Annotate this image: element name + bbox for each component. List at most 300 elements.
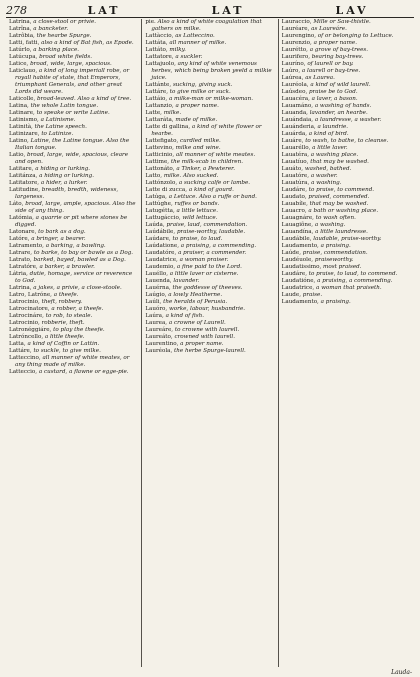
dictionary-entry: [282, 103, 411, 110]
entry-definition: all manner of milke.: [169, 40, 227, 46]
entry-headword: Latómia,: [9, 215, 34, 221]
dictionary-entry: [282, 131, 411, 138]
entry-headword: Lattúghe,: [145, 201, 173, 207]
dictionary-entry: [145, 271, 274, 278]
entry-definition: a theefe.: [53, 292, 79, 298]
dictionary-entry: [282, 19, 411, 26]
dictionary-entry: [145, 341, 274, 348]
dictionary-entry: [9, 103, 138, 110]
entry-headword: Lattevino,: [145, 145, 174, 151]
entry-headword: Latte,: [145, 110, 162, 116]
entry-definition: a sucking calfe or lambe.: [178, 180, 251, 186]
entry-headword: Laudemio,: [145, 264, 176, 270]
dictionary-entry: [145, 40, 274, 47]
entry-definition: a woman praiser.: [179, 257, 229, 263]
dictionary-entry: [9, 320, 138, 327]
dictionary-entry: [145, 54, 274, 61]
entry-definition: a kind of white flower or hearbe.: [151, 124, 262, 137]
entry-definition: a praising.: [320, 243, 351, 249]
entry-definition: that may be washed.: [310, 159, 369, 165]
column-middle: [142, 19, 278, 667]
entry-definition: a Lettuce. Also a ruffe or band.: [168, 194, 257, 200]
dictionary-entry: [9, 215, 138, 229]
entry-headword: Latrato,: [9, 257, 32, 263]
entry-definition: a praising, a commending.: [180, 243, 257, 249]
dictionary-entry: [145, 334, 274, 341]
dictionary-entry: [282, 54, 411, 61]
entry-headword: Laúrea,: [281, 75, 304, 81]
entry-definition: breadth, bredth, wideness, largeness.: [15, 187, 119, 200]
entry-headword: Lattáre,: [9, 348, 32, 354]
entry-definition: crowned with laurell.: [174, 334, 235, 340]
entry-definition: a Latinisme.: [40, 117, 76, 123]
entry-headword: Laudatrice,: [281, 285, 315, 291]
entry-definition: a washing place.: [310, 152, 359, 158]
dictionary-entry: [145, 82, 274, 89]
dictionary-entry: [282, 271, 411, 278]
column-right: [279, 19, 414, 667]
dictionary-entry: [282, 173, 411, 180]
entry-headword: Lauagnáre,: [281, 215, 314, 221]
entry-definition: a washing of hands.: [314, 103, 372, 109]
dictionary-entry: [145, 222, 274, 229]
dictionary-entry: [9, 334, 138, 341]
entry-definition: a kind of fish.: [165, 313, 205, 319]
entry-definition: washed, bathed.: [304, 166, 352, 172]
entry-definition: curdled milke.: [180, 138, 221, 144]
entry-headword: Lauaréllo,: [281, 145, 311, 151]
entry-headword: Laúde,: [281, 250, 301, 256]
entry-headword: Lauréola,: [281, 82, 309, 88]
dictionary-entry: [145, 187, 274, 194]
dictionary-entry: [282, 89, 411, 96]
dictionary-entry: [9, 264, 138, 271]
dictionary-entry: [282, 75, 411, 82]
entry-definition: all manner of white meates.: [175, 152, 256, 158]
entry-headword: Latta,: [9, 341, 26, 347]
entry-definition: a praiser, a commender.: [178, 250, 247, 256]
dictionary-entry: [282, 82, 411, 89]
entry-definition: a hiding or lurking.: [35, 166, 91, 172]
entry-headword: Laudéuole,: [281, 257, 314, 263]
entry-definition: lavander.: [173, 278, 200, 284]
entry-definition: a washer.: [310, 173, 338, 179]
entry-headword: Lauraccio,: [281, 19, 312, 25]
dictionary-entry: [145, 257, 274, 264]
dictionary-entry: [145, 285, 274, 292]
dictionary-entry: [145, 124, 274, 138]
entry-definition: a proper name.: [313, 40, 357, 46]
entry-definition: the milk-scab in children.: [170, 159, 243, 165]
entry-definition: a kind of wild laurell.: [310, 82, 371, 88]
entry-definition: of laurell or bay.: [307, 61, 354, 67]
entry-definition: to wash, to bathe, to cleanse.: [305, 138, 389, 144]
entry-headword: Lauríno,: [281, 61, 306, 67]
dictionary-entry: [9, 348, 138, 355]
entry-headword: Lauabíle,: [281, 201, 308, 207]
dictionary-entry: [282, 264, 411, 271]
entry-headword: Latticinio,: [145, 152, 175, 158]
entry-headword: Lauagiõne,: [281, 222, 314, 228]
entry-headword: Laúdatione,: [145, 243, 179, 249]
entry-definition: sucking, giving suck.: [172, 82, 233, 88]
entry-headword: Lauárda,: [281, 131, 308, 137]
entry-definition: milke.: [163, 110, 182, 116]
dictionary-entry: [9, 285, 138, 292]
dictionary-entry: [145, 180, 274, 187]
entry-definition: bearing bay-trees.: [311, 54, 364, 60]
entry-definition: a laurell or bay-tree.: [301, 68, 361, 74]
dictionary-entry: [145, 159, 274, 166]
entry-definition: a Tinker, a Pewterer.: [176, 166, 236, 172]
entry-headword: Latrare,: [9, 250, 33, 256]
entry-definition: praise, laud, commendation.: [166, 222, 248, 228]
entry-definition: robberie, theft.: [41, 320, 85, 326]
entry-headword: Lauréare,: [281, 26, 310, 32]
entry-headword: Latitudine,: [9, 187, 40, 193]
dictionary-entry: [282, 215, 411, 222]
entry-headword: Láto,: [9, 201, 24, 207]
entry-definition: a barking, a bawling.: [45, 243, 106, 249]
dictionary-entry: [145, 110, 274, 117]
entry-headword: Laúgio,: [145, 292, 167, 298]
entry-headword: Lattáre,: [145, 89, 168, 95]
dictionary-entry: [282, 285, 411, 292]
entry-definition: praised, commended.: [308, 194, 370, 200]
entry-headword: Latróncello,: [9, 334, 44, 340]
entry-headword: Laudábile,: [281, 236, 312, 242]
entry-definition: a barker, a brawler.: [39, 264, 95, 270]
dictionary-entry: [282, 110, 411, 117]
entry-definition: a praising, a commending.: [317, 278, 393, 284]
dictionary-entry: [145, 236, 274, 243]
entry-definition: a washing.: [314, 222, 346, 228]
entry-headword: Lattugáccio,: [145, 215, 181, 221]
dictionary-entry: [9, 229, 138, 236]
entry-headword: Laúdábile,: [145, 229, 176, 235]
dictionary-entry: [282, 47, 411, 54]
entry-definition: a custard, a flawne or egge-pie.: [38, 369, 129, 375]
running-head-right: LAV: [335, 4, 369, 17]
dictionary-entry: [145, 299, 274, 306]
entry-headword: Laurifero,: [281, 54, 310, 60]
dictionary-entry: [145, 208, 274, 215]
entry-headword: Lattàccio,: [145, 33, 174, 39]
dictionary-entry: [9, 236, 138, 243]
entry-headword: Lattonáto,: [145, 166, 175, 172]
entry-headword: Lauenda,: [145, 278, 172, 284]
entry-headword: Lauanda,: [281, 110, 308, 116]
dictionary-entry: [9, 201, 138, 215]
dictionary-entry: [9, 369, 138, 376]
entry-definition: to praise, to commend.: [308, 187, 375, 193]
dictionary-entry: [145, 243, 274, 250]
dictionary-entry: [9, 19, 138, 26]
entry-headword: Latinismo,: [9, 117, 39, 123]
entry-definition: any kind of white venemous herbes, which being broken yeeld a milkie juice.: [151, 61, 272, 81]
entry-definition: a bringer, a bearer.: [31, 236, 86, 242]
dictionary-entry: [145, 194, 274, 201]
entry-headword: Latto,: [145, 173, 163, 179]
dictionary-entry: [9, 250, 138, 257]
entry-definition: praiseworthy.: [314, 257, 354, 263]
entry-definition: a jakes, a privie, a close-stoole.: [33, 285, 122, 291]
entry-headword: Latratóre,: [9, 264, 38, 270]
entry-definition: the hearbe Spurge.: [36, 33, 92, 39]
entry-headword: Laúsdeo,: [281, 89, 308, 95]
entry-headword: Laureáto,: [145, 334, 173, 340]
entry-definition: to suckle, to give milke.: [33, 348, 101, 354]
entry-headword: Laudamento,: [281, 299, 319, 305]
entry-headword: Latitare,: [9, 166, 34, 172]
dictionary-entry: [145, 264, 274, 271]
entry-headword: Laúdare,: [145, 236, 171, 242]
dictionary-entry: [145, 152, 274, 159]
entry-headword: Lattatore,: [145, 54, 174, 60]
entry-headword: Laúra,: [145, 313, 164, 319]
entry-headword: Latino,: [9, 138, 29, 144]
entry-headword: Laurentino,: [145, 341, 179, 347]
entry-headword: Latugétta,: [145, 208, 175, 214]
entry-definition: to speake or write Latine.: [36, 110, 110, 116]
entry-definition: to Latinize.: [41, 131, 74, 137]
entry-headword: Latrocináre,: [9, 313, 44, 319]
dictionary-entry: [9, 131, 138, 138]
entry-headword: Laudamento,: [281, 243, 319, 249]
entry-definition: a hiding or lurking.: [39, 173, 94, 179]
dictionary-entry: [9, 40, 138, 47]
dictionary-entry: [282, 96, 411, 103]
dictionary-entry: [282, 61, 411, 68]
dictionary-entry: [9, 306, 138, 313]
dictionary-entry: [9, 96, 138, 103]
dictionary-entry: [145, 96, 274, 103]
entry-headword: Latúrlo,: [9, 47, 32, 53]
dictionary-entry: [145, 348, 274, 355]
dictionary-entry: [9, 68, 138, 96]
entry-definition: ruffes or bands.: [174, 201, 220, 207]
entry-headword: Laticlauo,: [9, 68, 38, 74]
entry-definition: to play the theefe.: [53, 327, 105, 333]
entry-definition: most praised.: [323, 264, 362, 270]
entry-definition: a praising.: [320, 299, 351, 305]
entry-headword: Latrôbia,: [9, 33, 35, 39]
dictionary-entry: [9, 299, 138, 306]
entry-headword: Latteccino,: [9, 355, 41, 361]
dictionary-entry: [145, 117, 274, 124]
entry-definition: dutie, homage, service or reverence to God.: [15, 271, 133, 284]
entry-headword: Laurenzio,: [281, 40, 312, 46]
entry-definition: broad, wide, large, spacious.: [30, 61, 112, 67]
dictionary-entry: [9, 187, 138, 201]
dictionary-entry: [282, 208, 411, 215]
dictionary-entry: [282, 180, 411, 187]
dictionary-entry: [282, 145, 411, 152]
entry-headword: Laudatrice,: [145, 257, 178, 263]
dictionary-entry: [145, 89, 274, 96]
dictionary-entry: [9, 313, 138, 320]
dictionary-entry: [145, 215, 274, 222]
entry-headword: pie.: [145, 19, 156, 25]
dictionary-entry: [145, 229, 274, 236]
entry-definition: the whole Latin tongue.: [30, 103, 99, 109]
entry-definition: a bath or washing place.: [308, 208, 379, 214]
entry-headword: Latrîna,: [9, 26, 32, 32]
dictionary-entry: [145, 138, 274, 145]
entry-definition: the heralds of Perusia.: [163, 299, 228, 305]
entry-headword: Lauatóre,: [281, 173, 310, 179]
entry-definition: a fine paid to the Lord.: [176, 264, 242, 270]
entry-headword: Latitatore,: [9, 180, 40, 186]
entry-headword: Latrocinio,: [9, 320, 40, 326]
entry-headword: Laureáre,: [145, 327, 174, 333]
entry-headword: Laticolle,: [9, 96, 36, 102]
entry-headword: Latrocinio,: [9, 299, 40, 305]
entry-headword: Lauréola,: [145, 348, 173, 354]
entry-headword: Latinizare,: [9, 131, 40, 137]
entry-definition: lavander, an hearbe.: [309, 110, 368, 116]
entry-definition: a little lettuce.: [176, 208, 218, 214]
entry-headword: Lattáio,: [145, 96, 168, 102]
entry-definition: a barking place.: [33, 47, 80, 53]
entry-definition: a little theefe.: [44, 334, 85, 340]
entry-headword: Lauánderia,: [281, 124, 316, 130]
entry-headword: Latúcupa,: [9, 54, 38, 60]
entry-definition: as Laurea.: [305, 75, 335, 81]
dictionary-entry: [282, 201, 411, 208]
dictionary-entry: [282, 124, 411, 131]
entry-headword: Laúro,: [281, 68, 301, 74]
entry-definition: a kind of long imperiall robe, or royall habite of state, that Emperors, triumphant Generals, and other great Lords did weare.: [15, 68, 130, 95]
entry-definition: a woman that praiseth.: [315, 285, 382, 291]
entry-headword: Laúli,: [145, 299, 162, 305]
entry-definition: worke, labour, husbandrie.: [168, 306, 246, 312]
entry-definition: a robber, a theefe.: [51, 306, 104, 312]
entry-headword: Laudáre,: [281, 271, 307, 277]
dictionary-entry: [282, 159, 411, 166]
entry-definition: a little laundresse.: [315, 229, 368, 235]
dictionary-entry: [282, 250, 411, 257]
entry-definition: a kind of Coffin or Lattin.: [27, 341, 100, 347]
dictionary-entry: [145, 313, 274, 320]
entry-definition: a little laver or cisterne.: [169, 271, 239, 277]
entry-headword: Latrina,: [9, 285, 32, 291]
entry-headword: Latro, Latróne,: [9, 292, 52, 298]
entry-definition: a little laver.: [312, 145, 348, 151]
entry-headword: Lauacro,: [281, 208, 307, 214]
dictionary-entry: [282, 278, 411, 285]
entry-headword: Laurea,: [145, 320, 168, 326]
entry-definition: a milke-man or milke-woman.: [168, 96, 254, 102]
entry-headword: Lauatíuo,: [281, 159, 309, 165]
entry-definition: barked, bayed, bawled as a Dog.: [33, 257, 126, 263]
entry-headword: Lauamáno,: [281, 103, 314, 109]
entry-definition: a kind of bird.: [308, 131, 349, 137]
dictionary-entry: [145, 250, 274, 257]
entry-definition: the herbe Spurge-laurell.: [174, 348, 246, 354]
entry-definition: milke and wine.: [175, 145, 221, 151]
entry-headword: Lauacéra,: [281, 96, 310, 102]
entry-headword: Laudatióne,: [281, 278, 316, 284]
column-left: [6, 19, 142, 667]
entry-headword: Latúga,: [145, 194, 167, 200]
entry-headword: Lauéllo,: [145, 271, 169, 277]
dictionary-entry: [282, 243, 411, 250]
entry-definition: praise.: [302, 292, 323, 298]
entry-definition: a crowne of Laurell.: [168, 320, 226, 326]
dictionary-entry: [282, 26, 411, 33]
entry-definition: praise, commendation.: [302, 250, 368, 256]
entry-definition: broad, large, ample, spacious. Also the side of any thing.: [15, 201, 136, 214]
dictionary-entry: [145, 201, 274, 208]
dictionary-entry: [145, 327, 274, 334]
dictionary-entry: [145, 278, 274, 285]
entry-definition: to barke, to bay or bawle as a Dog.: [33, 250, 134, 256]
dictionary-entry: [145, 19, 274, 33]
entry-headword: Lauatúra,: [281, 180, 310, 186]
entry-headword: Latrîna,: [9, 19, 32, 25]
entry-definition: a lowly Heatherne.: [168, 292, 223, 298]
entry-columns: [6, 19, 414, 667]
dictionary-entry: [9, 257, 138, 264]
dictionary-entry: [145, 320, 274, 327]
dictionary-entry: [282, 292, 411, 299]
entry-definition: also a kind of Bat fish, as Epode.: [41, 40, 134, 46]
dictionary-entry: [9, 355, 138, 369]
entry-definition: a hider, a lurker.: [40, 180, 88, 186]
entry-definition: to praise, to laud, to commend.: [308, 271, 398, 277]
entry-definition: a proper name.: [175, 103, 219, 109]
entry-headword: Latóre,: [9, 236, 30, 242]
entry-definition: a close-stool or privie.: [33, 19, 97, 25]
entry-headword: Lauatéra,: [281, 152, 309, 158]
entry-headword: Lattaráta,: [145, 117, 174, 123]
entry-definition: a washing.: [311, 180, 342, 186]
entry-definition: as Latteccino.: [175, 33, 215, 39]
dictionary-entry: [9, 152, 138, 166]
entry-headword: Latice,: [9, 61, 29, 67]
dictionary-entry: [282, 166, 411, 173]
entry-definition: to bark as a dog.: [38, 229, 86, 235]
entry-definition: all manner of white meates, or any thing made of milke.: [15, 355, 130, 368]
entry-definition: made of milke.: [175, 117, 218, 123]
entry-definition: a grove of bay-trees.: [309, 47, 369, 53]
entry-definition: the Latine speech.: [34, 124, 87, 130]
dictionary-entry: [282, 222, 411, 229]
dictionary-entry: [9, 341, 138, 348]
entry-headword: Lauérna,: [145, 285, 171, 291]
running-head-center: LAT: [211, 4, 245, 17]
dictionary-entry: [282, 194, 411, 201]
entry-definition: a laver, a bason.: [311, 96, 358, 102]
entry-headword: Lattefigato,: [145, 138, 179, 144]
entry-headword: Lattánte,: [145, 82, 172, 88]
dictionary-entry: [282, 236, 411, 243]
entry-headword: Laurengino,: [281, 33, 317, 39]
dictionary-entry: [145, 173, 274, 180]
entry-headword: Laúda,: [145, 222, 165, 228]
dictionary-entry: [282, 33, 411, 40]
entry-headword: Laudatissimo,: [281, 264, 322, 270]
entry-definition: broad white fields.: [39, 54, 93, 60]
dictionary-entry: [282, 152, 411, 159]
entry-headword: Laudáre,: [281, 187, 307, 193]
entry-definition: theft, robbery.: [41, 299, 83, 305]
entry-definition: broad, large, wide, spacious, cleare and open.: [15, 152, 129, 165]
dictionary-entry: [282, 68, 411, 75]
entry-definition: a proper name.: [180, 341, 224, 347]
entry-headword: Látria,: [9, 271, 28, 277]
